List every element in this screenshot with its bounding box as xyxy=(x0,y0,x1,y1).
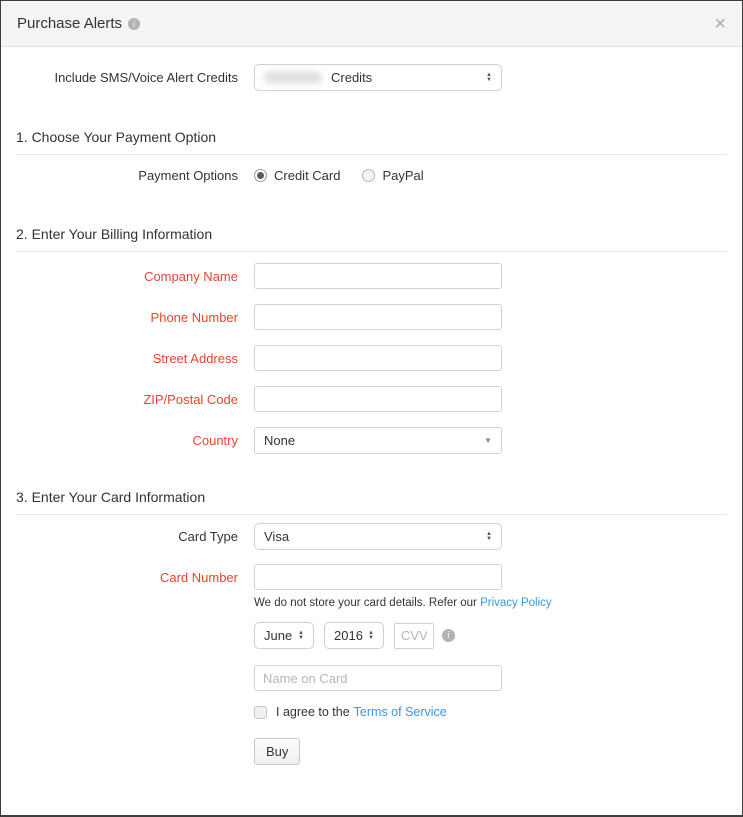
expiry-year-select[interactable] xyxy=(324,622,384,649)
phone-number-input[interactable] xyxy=(254,304,502,330)
card-type-label: Card Type xyxy=(178,529,238,544)
zip-postal-code-row xyxy=(1,386,742,412)
payment-options-row xyxy=(1,168,742,183)
stepper-up-icon: ▲ xyxy=(486,530,492,537)
select-stepper-icon xyxy=(486,73,492,83)
country-label: Country xyxy=(192,433,238,448)
expiry-year-value: 2016 xyxy=(334,628,363,643)
credits-select-value: Credits xyxy=(331,70,373,85)
credits-label: Include SMS/Voice Alert Credits xyxy=(54,70,238,85)
zip-postal-code-label: ZIP/Postal Code xyxy=(143,391,238,407)
card-number-row xyxy=(1,564,742,590)
credits-select[interactable] xyxy=(254,64,502,91)
stepper-down-icon: ▼ xyxy=(486,535,492,542)
agree-checkbox[interactable] xyxy=(254,706,267,719)
card-section-heading: 3. Enter Your Card Information xyxy=(16,489,727,515)
radio-credit-card[interactable] xyxy=(254,168,340,183)
card-type-row xyxy=(1,523,742,550)
expiry-month-select[interactable] xyxy=(254,622,314,649)
street-address-row xyxy=(1,345,742,371)
phone-number-label: Phone Number xyxy=(150,309,238,325)
country-select[interactable] xyxy=(254,427,502,454)
info-icon[interactable]: i xyxy=(128,18,140,30)
company-name-label: Company Name xyxy=(144,268,238,284)
privacy-policy-link[interactable]: Privacy Policy xyxy=(480,597,552,609)
close-icon[interactable]: × xyxy=(714,12,726,35)
phone-number-row xyxy=(1,304,742,330)
company-name-input[interactable] xyxy=(254,263,502,289)
street-address-label: Street Address xyxy=(152,350,238,366)
card-number-label: Card Number xyxy=(159,569,238,585)
country-select-value: None xyxy=(264,433,296,448)
payment-options-label: Payment Options xyxy=(138,168,238,183)
card-type-select-value: Visa xyxy=(264,529,290,544)
payment-section-heading: 1. Choose Your Payment Option xyxy=(16,129,727,155)
stepper-up-icon: ▲ xyxy=(368,629,374,636)
stepper-down-icon: ▼ xyxy=(298,634,304,641)
select-stepper-icon xyxy=(486,532,492,542)
agree-row xyxy=(254,705,742,719)
redacted-credits-value xyxy=(264,71,322,84)
select-stepper-icon xyxy=(298,631,304,641)
cvv-info-icon[interactable]: i xyxy=(442,629,455,642)
name-on-card-row xyxy=(254,665,742,691)
radio-credit-card-label: Credit Card xyxy=(274,168,341,183)
country-row xyxy=(1,427,742,454)
buy-button[interactable]: Buy xyxy=(254,738,300,765)
agree-text: I agree to the xyxy=(276,705,350,719)
radio-credit-card-icon[interactable] xyxy=(254,169,267,182)
dialog-header xyxy=(1,1,742,47)
street-address-input[interactable] xyxy=(254,345,502,371)
dialog-title: Purchase Alerts xyxy=(17,15,123,32)
stepper-up-icon: ▲ xyxy=(486,71,492,78)
radio-paypal-icon[interactable] xyxy=(362,169,375,182)
payment-options-group xyxy=(254,168,424,183)
radio-paypal-label: PayPal xyxy=(382,168,424,183)
company-name-row xyxy=(1,263,742,289)
credits-row xyxy=(1,64,742,91)
card-type-select[interactable] xyxy=(254,523,502,550)
zip-postal-code-input[interactable] xyxy=(254,386,502,412)
card-storage-note xyxy=(254,597,742,609)
stepper-up-icon: ▲ xyxy=(298,629,304,636)
billing-section-heading: 2. Enter Your Billing Information xyxy=(16,226,727,252)
select-stepper-icon xyxy=(368,631,374,641)
card-number-input[interactable] xyxy=(254,564,502,590)
radio-paypal[interactable] xyxy=(362,168,423,183)
terms-of-service-link[interactable]: Terms of Service xyxy=(353,705,447,719)
stepper-down-icon: ▼ xyxy=(486,76,492,83)
stepper-down-icon: ▼ xyxy=(368,634,374,641)
name-on-card-input[interactable] xyxy=(254,665,502,691)
expiry-row xyxy=(254,622,742,649)
cvv-input[interactable] xyxy=(394,623,434,649)
expiry-month-value: June xyxy=(264,628,293,643)
card-storage-note-text: We do not store your card details. Refer our xyxy=(254,597,481,609)
dropdown-arrow-icon: ▼ xyxy=(484,436,492,445)
